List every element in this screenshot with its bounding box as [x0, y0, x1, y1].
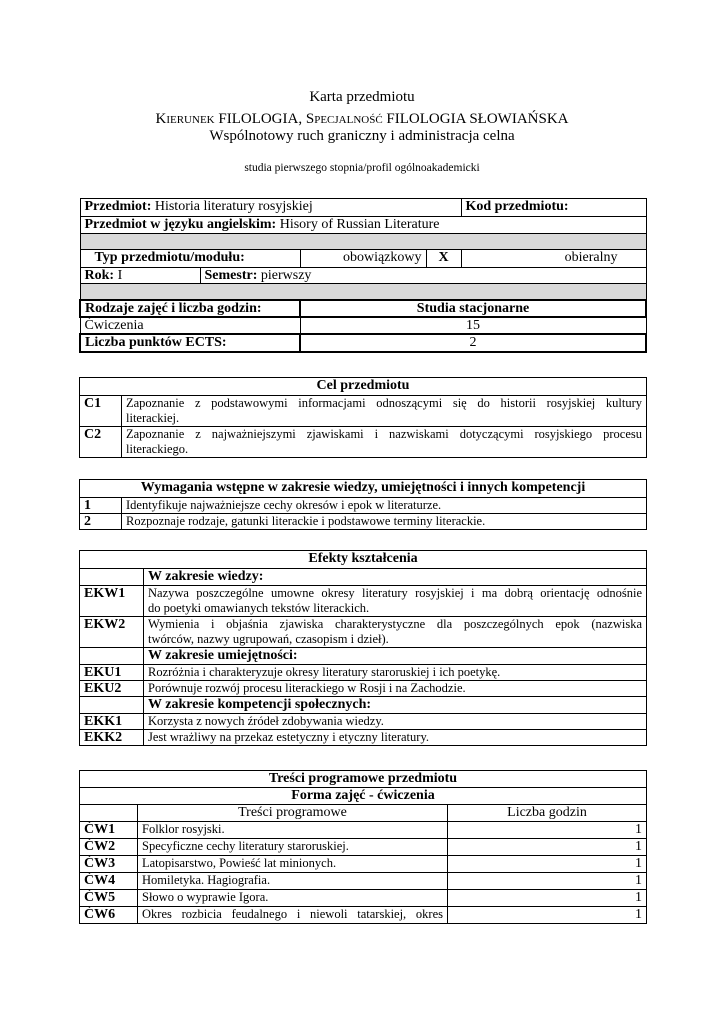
- subject-table: [79, 198, 647, 353]
- empty-cell: [80, 569, 144, 586]
- cw-text: Latopisarstwo, Powieść lat minionych.: [138, 856, 448, 873]
- rok-cell: [80, 268, 200, 284]
- rodzaje-label: Rodzaje zajęć i liczba godzin:: [80, 300, 300, 317]
- effect-text: Porównuje rozwój procesu literackiego w Rosji i na Zachodzie.: [144, 681, 647, 697]
- empty-cell: [80, 648, 144, 665]
- cel-text: [122, 396, 647, 427]
- english-label: Przedmiot w języku angielskim:: [84, 217, 277, 232]
- cwiczenia-hours: 15: [300, 317, 646, 334]
- effect-line: twórców, nazwy ugrupowań, czasopism i dzieł).: [148, 632, 389, 646]
- tresci-title: Treści programowe przedmiotu: [80, 771, 647, 788]
- english-name-cell: [80, 217, 646, 234]
- specjalnosc-label: Specjalność: [305, 111, 383, 127]
- english-value: Hisory of Russian Literature: [279, 217, 440, 232]
- field-name: FILOLOGIA,: [218, 111, 303, 127]
- cw-code: ĆW4: [80, 873, 138, 890]
- umiejetnosci-header: W zakresie umiejętności:: [144, 648, 647, 665]
- obowiazkowy-mark: X: [426, 250, 461, 268]
- cw-text: Okres rozbicia feudalnego i niewoli tatarskiej, okres: [138, 907, 448, 924]
- cw-hours: 1: [448, 890, 647, 907]
- obowiazkowy-label: obowiązkowy: [300, 250, 426, 268]
- efekty-title: Efekty kształcenia: [80, 551, 647, 569]
- ects-label: Liczba punktów ECTS:: [80, 334, 300, 352]
- document-title: Karta przedmiotu: [309, 89, 415, 105]
- wymagania-text: Identyfikuje najważniejsze cechy okresów i epok w literaturze.: [122, 498, 647, 514]
- cw-code: ĆW2: [80, 839, 138, 856]
- studia-label: Studia stacjonarne: [300, 300, 646, 317]
- forma-header: Forma zajęć - ćwiczenia: [80, 788, 647, 805]
- semestr-cell: [200, 268, 646, 284]
- effect-line: Wymienia i objaśnia zjawiska charakterystyczne dla poszczególnych epok (nazwiska: [148, 617, 642, 631]
- typ-label: Typ przedmiotu/modułu:: [80, 250, 300, 268]
- cw-text: Słowo o wyprawie Igora.: [138, 890, 448, 907]
- effect-text: Rozróżnia i charakteryzuje okresy literatury staroruskiej i ich poetykę.: [144, 665, 647, 681]
- cw-text: Folklor rosyjski.: [138, 822, 448, 839]
- cw-hours: 1: [448, 907, 647, 924]
- cw-code: ĆW3: [80, 856, 138, 873]
- effect-text: [144, 617, 647, 648]
- cw-text: Homiletyka. Hagiografia.: [138, 873, 448, 890]
- effect-code: EKU2: [80, 681, 144, 697]
- efekty-table: [79, 550, 647, 746]
- effect-code: EKW2: [80, 617, 144, 648]
- kierunek-label: Kierunek: [155, 111, 215, 127]
- wiedza-header: W zakresie wiedzy:: [144, 569, 647, 586]
- wymagania-table: [79, 479, 647, 530]
- effect-code: EKK1: [80, 714, 144, 730]
- cw-text: Specyficzne cechy literatury staroruskiej.: [138, 839, 448, 856]
- semestr-value: pierwszy: [260, 268, 312, 283]
- obieralny-label: obieralny: [461, 250, 646, 268]
- semestr-label: Semestr:: [204, 268, 258, 283]
- empty-cell: [80, 805, 138, 822]
- cw-code: ĆW5: [80, 890, 138, 907]
- effect-text: Korzysta z nowych źródeł zdobywania wiedzy.: [144, 714, 647, 730]
- cel-line: Zapoznanie z podstawowymi informacjami odnoszącymi się do historii rosyjskiej kultury: [126, 396, 642, 410]
- effect-text: Jest wrażliwy na przekaz estetyczny i etyczny literatury.: [144, 730, 647, 746]
- cwiczenia-label: Ćwiczenia: [80, 317, 300, 334]
- cel-line: Zapoznanie z najważniejszymi zjawiskami i nazwiskami dotyczącymi rosyjskiego procesu: [126, 427, 642, 441]
- rok-value: I: [117, 268, 123, 283]
- effect-text: [144, 586, 647, 617]
- cw-code: ĆW1: [80, 822, 138, 839]
- effect-code: EKK2: [80, 730, 144, 746]
- specialization-name: FILOLOGIA SŁOWIAŃSKA: [386, 111, 569, 127]
- tresci-table: [79, 770, 647, 924]
- przedmiot-value: Historia literatury rosyjskiej: [154, 199, 313, 214]
- col-godziny: Liczba godzin: [448, 805, 647, 822]
- cel-code: C1: [80, 396, 122, 427]
- gray-separator: [80, 284, 646, 300]
- wymagania-code: 1: [80, 498, 122, 514]
- kod-label: Kod przedmiotu:: [461, 199, 646, 217]
- cw-hours: 1: [448, 822, 647, 839]
- cel-code: C2: [80, 427, 122, 458]
- gray-separator: [80, 234, 646, 250]
- study-level: studia pierwszego stopnia/profil ogólnoakademicki: [244, 162, 480, 174]
- col-tresci: Treści programowe: [138, 805, 448, 822]
- ects-value: 2: [300, 334, 646, 352]
- effect-line: do poetyki omawianych tekstów literackich.: [148, 601, 370, 615]
- kompetencje-header: W zakresie kompetencji społecznych:: [144, 697, 647, 714]
- subject-cell: [80, 199, 461, 217]
- cel-table: [79, 377, 647, 458]
- cel-line: literackiej.: [126, 411, 180, 425]
- program-line: [0, 111, 724, 128]
- effect-code: EKU1: [80, 665, 144, 681]
- cw-hours: 1: [448, 839, 647, 856]
- cel-line: literackiego.: [126, 442, 189, 456]
- wymagania-code: 2: [80, 514, 122, 530]
- cw-hours: 1: [448, 873, 647, 890]
- wymagania-title: Wymagania wstępne w zakresie wiedzy, umiejętności i innych kompetencji: [80, 480, 647, 498]
- wymagania-text: Rozpoznaje rodzaje, gatunki literackie i podstawowe terminy literackie.: [122, 514, 647, 530]
- cw-hours: 1: [448, 856, 647, 873]
- program-subtitle: Wspólnotowy ruch graniczny i administracja celna: [209, 128, 515, 144]
- cel-title: Cel przedmiotu: [80, 378, 647, 396]
- effect-code: EKW1: [80, 586, 144, 617]
- effect-line: Nazywa poszczególne umowne okresy literatury rosyjskiej i ma dobrą orientację odnośnie: [148, 586, 642, 600]
- empty-cell: [80, 697, 144, 714]
- cel-text: [122, 427, 647, 458]
- cw-code: ĆW6: [80, 907, 138, 924]
- rok-label: Rok:: [84, 268, 115, 283]
- przedmiot-label: Przedmiot:: [84, 199, 152, 214]
